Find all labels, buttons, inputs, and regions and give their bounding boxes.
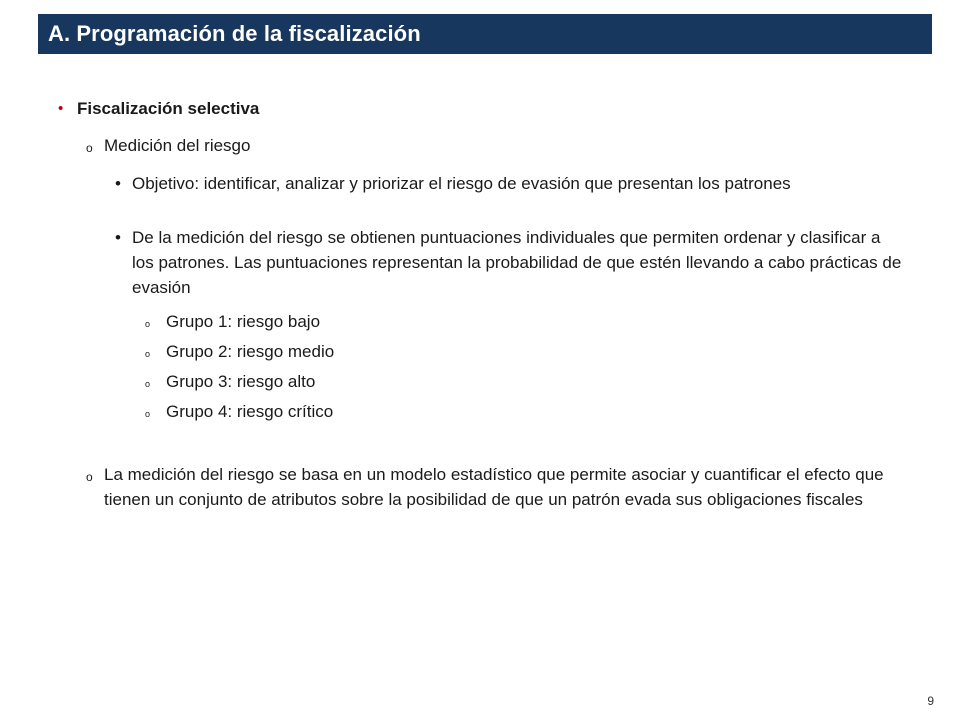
page-number: 9 <box>927 694 934 708</box>
circle-marker: o <box>86 470 93 484</box>
sub-bullet-text: La medición del riesgo se basa en un modelo estadístico que permite asociar y cuantificar el efecto que tienen un conjunto de atributos sobre la posibilidad de que un patrón evada sus obligaciones fiscales <box>104 465 884 509</box>
circle-marker: o <box>86 141 93 155</box>
grupo-text: Grupo 2: riesgo medio <box>166 342 335 361</box>
circle-marker: o <box>145 379 151 389</box>
grupo-text: Grupo 4: riesgo crítico <box>166 402 334 421</box>
sub-bullet-text: Medición del riesgo <box>104 136 251 155</box>
bullet-marker: • <box>115 228 121 247</box>
slide-title: A. Programación de la fiscalización <box>48 21 421 46</box>
bullet-text: Objetivo: identificar, analizar y priorizar el riesgo de evasión que presentan los patrones <box>132 174 791 193</box>
bullet-marker: • <box>115 174 121 193</box>
circle-marker: o <box>145 409 151 419</box>
slide-title-bar <box>38 14 932 54</box>
bullet-text: Fiscalización selectiva <box>77 99 260 118</box>
grupo-text: Grupo 3: riesgo alto <box>166 372 316 391</box>
bullet-marker: • <box>58 100 64 117</box>
grupo-text: Grupo 1: riesgo bajo <box>166 312 321 331</box>
bullet-text: De la medición del riesgo se obtienen puntuaciones individuales que permiten ordenar y clasificar a los patrones. Las puntuaciones representan la probabilidad de que estén llevando a cabo prácticas de evasión <box>132 228 902 297</box>
circle-marker: o <box>145 349 151 359</box>
circle-marker: o <box>145 319 151 329</box>
